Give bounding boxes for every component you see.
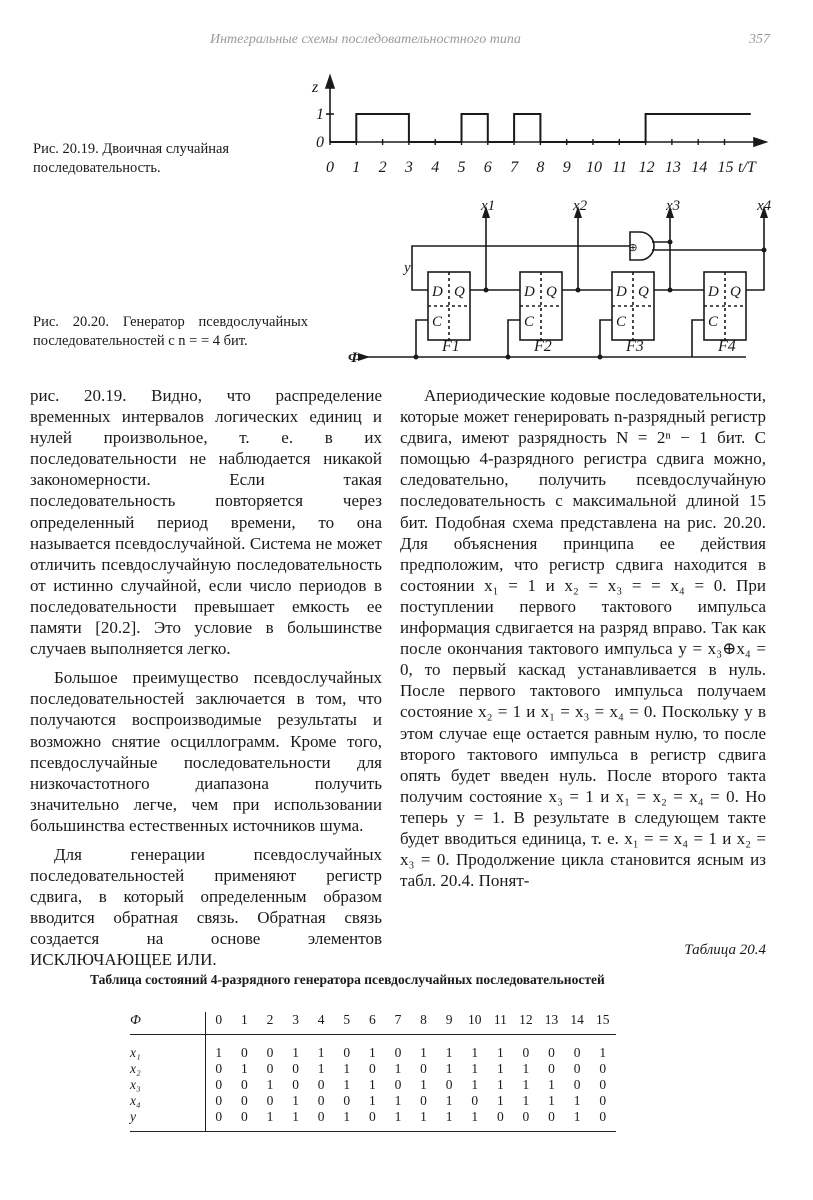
xor-symbol: ⊕ [628, 242, 638, 254]
table-row [130, 1109, 616, 1132]
table-header-cell: 11 [488, 1012, 514, 1035]
table-row [130, 1061, 616, 1077]
svg-text:Q: Q [638, 284, 649, 300]
table-cell: 0 [548, 1061, 555, 1076]
table-cell: 0 [206, 1109, 232, 1132]
table-cell: 0 [292, 1061, 299, 1076]
table-cell: 1 [445, 1093, 453, 1108]
table-header-cell: 9 [436, 1012, 462, 1035]
table-cell: 0 [266, 1061, 274, 1076]
figure-20-20-caption: Рис. 20.20. Генератор псевдослучайных последовательностей с n = = 4 бит. [33, 314, 308, 349]
x-tick-label: 4 [431, 159, 440, 176]
table-cell: 0 [573, 1077, 581, 1092]
table-cell: 1 [292, 1045, 299, 1060]
table-cell: 1 [496, 1093, 504, 1108]
table-cell: 1 [496, 1045, 504, 1060]
table-cell: 1 [215, 1045, 223, 1060]
table-cell: 1 [420, 1045, 427, 1060]
label-f2: F2 [534, 338, 552, 355]
table-cell: 0 [513, 1109, 539, 1132]
x-tick-label: 5 [457, 159, 466, 176]
table-cell: 1 [573, 1093, 581, 1108]
table-header-cell: 2 [257, 1012, 283, 1035]
table-cell: 1 [385, 1109, 411, 1132]
table-cell: 0 [317, 1077, 325, 1092]
table-cell: 0 [215, 1061, 223, 1076]
body-left-column [30, 385, 382, 971]
svg-text:C: C [432, 314, 443, 330]
table-cell: 0 [215, 1077, 223, 1092]
x-tick-label: 11 [612, 159, 628, 176]
label-f1: F1 [442, 338, 460, 355]
table-cell: 1 [522, 1093, 530, 1108]
table-cell: 0 [241, 1077, 248, 1092]
table-caption: Таблица состояний 4-разрядного генератора псевдослучайных последовательностей [90, 972, 605, 987]
table-header-cell: 12 [513, 1012, 539, 1035]
table-row [130, 1035, 616, 1062]
table-cell: 1 [283, 1109, 309, 1132]
state-table [130, 1012, 616, 1132]
table-cell: 1 [420, 1077, 427, 1092]
table-cell: 0 [573, 1045, 581, 1060]
label-phi: Ф [348, 350, 361, 366]
label-x2: x2 [573, 198, 588, 214]
svg-text:C: C [616, 314, 627, 330]
table-cell: 1 [368, 1045, 376, 1060]
table-cell: 0 [445, 1077, 453, 1092]
table-header-cell: 6 [360, 1012, 386, 1035]
table-header-cell: 15 [590, 1012, 616, 1035]
table-cell: 0 [471, 1093, 479, 1108]
label-f4: F4 [718, 338, 736, 355]
figure-20-19-caption: Рис. 20.19. Двоичная случайная последовательность. [33, 141, 230, 176]
x-tick-label: 12 [638, 159, 655, 176]
table-cell: 0 [308, 1109, 334, 1132]
table-header-label: Ф [130, 1012, 206, 1035]
svg-text:Q: Q [730, 284, 741, 300]
table-cell: 0 [215, 1093, 223, 1108]
x-axis-label: t/T [738, 159, 756, 176]
table-cell: 1 [599, 1045, 607, 1060]
table-cell: 0 [343, 1045, 351, 1060]
label-y: y [404, 260, 411, 276]
row-label: x₃ [130, 1077, 206, 1093]
table-cell: 0 [317, 1093, 325, 1108]
table-row [130, 1077, 616, 1093]
x-tick-label: 10 [586, 159, 602, 176]
table-cell: 0 [292, 1077, 299, 1092]
row-label: x₁ [130, 1035, 206, 1062]
table-cell: 1 [471, 1045, 479, 1060]
table-header-cell: 1 [232, 1012, 258, 1035]
label-x3: x3 [666, 198, 681, 214]
table-cell: 1 [436, 1109, 462, 1132]
x-tick-label: 0 [326, 159, 334, 176]
svg-text:C: C [524, 314, 535, 330]
x-tick-label: 3 [404, 159, 413, 176]
table-header-cell: 14 [564, 1012, 590, 1035]
table-cell: 1 [462, 1109, 488, 1132]
table-cell: 0 [522, 1045, 530, 1060]
table-cell: 1 [496, 1077, 504, 1092]
table-cell: 0 [488, 1109, 514, 1132]
table-cell: 0 [343, 1093, 351, 1108]
x-tick-label: 15 [717, 159, 734, 176]
label-x4: x4 [757, 198, 772, 214]
table-cell: 1 [394, 1093, 402, 1108]
table-cell: 1 [471, 1061, 479, 1076]
table-cell: 0 [241, 1093, 248, 1108]
header-title: Интегральные схемы последовательностного типа [210, 32, 521, 47]
paragraph: Для генерации псевдослучайных последовательностей применяют регистр сдвига, в который определенным образом вводится обратная связь. Обратная связь создается на основе элементов ИСКЛЮЧАЮЩЕЕ ИЛИ. [30, 844, 382, 970]
y-tick-0-label: 0 [316, 134, 324, 151]
table-cell: 0 [599, 1061, 607, 1076]
table-cell: 1 [343, 1077, 351, 1092]
table-cell: 1 [257, 1109, 283, 1132]
table-cell: 1 [445, 1061, 453, 1076]
paragraph: Апериодические кодовые последовательности, которые может генерировать n-разрядный регистр сдвига, имеют разрядность N = 2ⁿ − 1 бит. С помощью 4-разрядного регистра сдвига можно, следовательно, получить псевдослучайную последовательность с максимальной длиной 15 бит. Подобная схема представлена на рис. 20.20. Для объяснения принципа ее действия предположим, что регистр сдвига находится в состоянии x₁ = 1 и x₂ = x₃ = = x₄ = 0. При поступлении первого тактового импульса информация сдвигается на разряд вправо. Так как после окончания тактового импульса y = x₃⊕x₄ = 0, то первый каскад устанавливается в нуль. После первого тактового импульса получаем состояние x₂ = 1 и x₁ = x₃ = x₄ = 0. Поскольку y в этом случае еще остается равным нулю, то после второго тактового импульса в регистр сдвига опять будет введен нуль. После второго такта получим состояние x₃ = 1 и x₁ = x₂ = x₄ = 0. Но теперь y = 1. В результате в следующем такте будет вводиться единица, т. е. x₁ = = x₄ = 1 и x₂ = x₃ = 0. Продолжение цикла становится ясным из табл. 20.4. Понят- [400, 386, 766, 891]
table-cell: 1 [564, 1109, 590, 1132]
table-header-cell: 5 [334, 1012, 360, 1035]
table-cell: 0 [394, 1045, 402, 1060]
table-cell: 1 [445, 1045, 453, 1060]
label-x1: x1 [481, 198, 496, 214]
table-header-cell: 13 [539, 1012, 565, 1035]
label-f3: F3 [626, 338, 644, 355]
x-tick-label: 6 [483, 159, 492, 176]
table-header-cell: 3 [283, 1012, 309, 1035]
svg-text:Q: Q [546, 284, 557, 300]
table-cell: 1 [368, 1077, 376, 1092]
table-header-cell: 0 [206, 1012, 232, 1035]
table-cell: 1 [548, 1093, 555, 1108]
table-cell: 1 [394, 1061, 402, 1076]
table-cell: 1 [292, 1093, 299, 1108]
x4-output-line [746, 212, 764, 290]
x-tick-label: 7 [510, 159, 519, 176]
table-cell: 0 [360, 1109, 386, 1132]
svg-text:D: D [708, 284, 719, 300]
table-cell: 1 [368, 1093, 376, 1108]
table-cell: 1 [317, 1045, 325, 1060]
z-label: z [312, 79, 319, 96]
table-cell: 0 [241, 1045, 248, 1060]
x-tick-label: 1 [352, 159, 361, 176]
svg-text:Q: Q [454, 284, 465, 300]
table-cell: 0 [573, 1061, 581, 1076]
table-cell: 0 [548, 1045, 555, 1060]
table-cell: 0 [232, 1109, 258, 1132]
table-cell: 1 [522, 1061, 530, 1076]
table-cell: 1 [334, 1109, 360, 1132]
table-header-cell: 8 [411, 1012, 437, 1035]
table-header-cell: 7 [385, 1012, 411, 1035]
table-cell: 0 [599, 1077, 607, 1092]
x-tick-label: 8 [536, 159, 545, 176]
x-tick-label: 13 [664, 159, 681, 176]
table-cell: 1 [317, 1061, 325, 1076]
table-cell: 1 [411, 1109, 437, 1132]
table-cell: 1 [343, 1061, 351, 1076]
row-label: y [130, 1109, 206, 1132]
table-cell: 0 [590, 1109, 616, 1132]
table-cell: 1 [496, 1061, 504, 1076]
table-cell: 0 [420, 1061, 427, 1076]
table-row [130, 1093, 616, 1109]
table-cell: 1 [241, 1061, 248, 1076]
table-cell: 0 [266, 1093, 274, 1108]
table-cell: 1 [522, 1077, 530, 1092]
x-tick-label: 14 [691, 159, 708, 176]
table-cell: 1 [548, 1077, 555, 1092]
svg-text:C: C [708, 314, 719, 330]
table-cell: 0 [394, 1077, 402, 1092]
svg-text:D: D [524, 284, 535, 300]
table-cell: 0 [539, 1109, 565, 1132]
table-cell: 1 [266, 1077, 274, 1092]
table-cell: 0 [266, 1045, 274, 1060]
table-header-cell: 4 [308, 1012, 334, 1035]
svg-text:D: D [616, 284, 627, 300]
body-right-column [400, 385, 766, 891]
table-cell: 1 [471, 1077, 479, 1092]
x-tick-label: 9 [562, 159, 571, 176]
x-tick-label: 2 [378, 159, 387, 176]
table-cell: 0 [420, 1093, 427, 1108]
row-label: x₄ [130, 1093, 206, 1109]
table-header-cell: 10 [462, 1012, 488, 1035]
row-label: x₂ [130, 1061, 206, 1077]
y-tick-1-label: 1 [316, 106, 324, 123]
paragraph: Большое преимущество псевдослучайных последовательностей заключается в том, что получаются воспроизводимые результаты и возможно снятие осциллограмм. Кроме того, псевдослучайные последовательности для низкочастотного диапазона получить значительно легче, чем при использовании большинства естественных источников шума. [30, 668, 382, 835]
page-number: 357 [749, 32, 770, 47]
table-cell: 0 [599, 1093, 607, 1108]
paragraph: рис. 20.19. Видно, что распределение временных интервалов логических единиц и нулей произвольное, т. е. в их последовательности не наблюдается никакой закономерности. Если такая последовательность повторяется через определенный период времени, то она называется псевдослучайной. Система не может отличить псевдослучайную последовательность от истинно случайной, если число периодов в последовательности превышает емкость ее памяти [20.2]. Это условие в большинстве случаев выполняется легко. [30, 386, 382, 659]
svg-text:D: D [432, 284, 443, 300]
feedback-y-line [412, 246, 630, 290]
table-number: Таблица 20.4 [684, 942, 766, 958]
table-cell: 0 [368, 1061, 376, 1076]
